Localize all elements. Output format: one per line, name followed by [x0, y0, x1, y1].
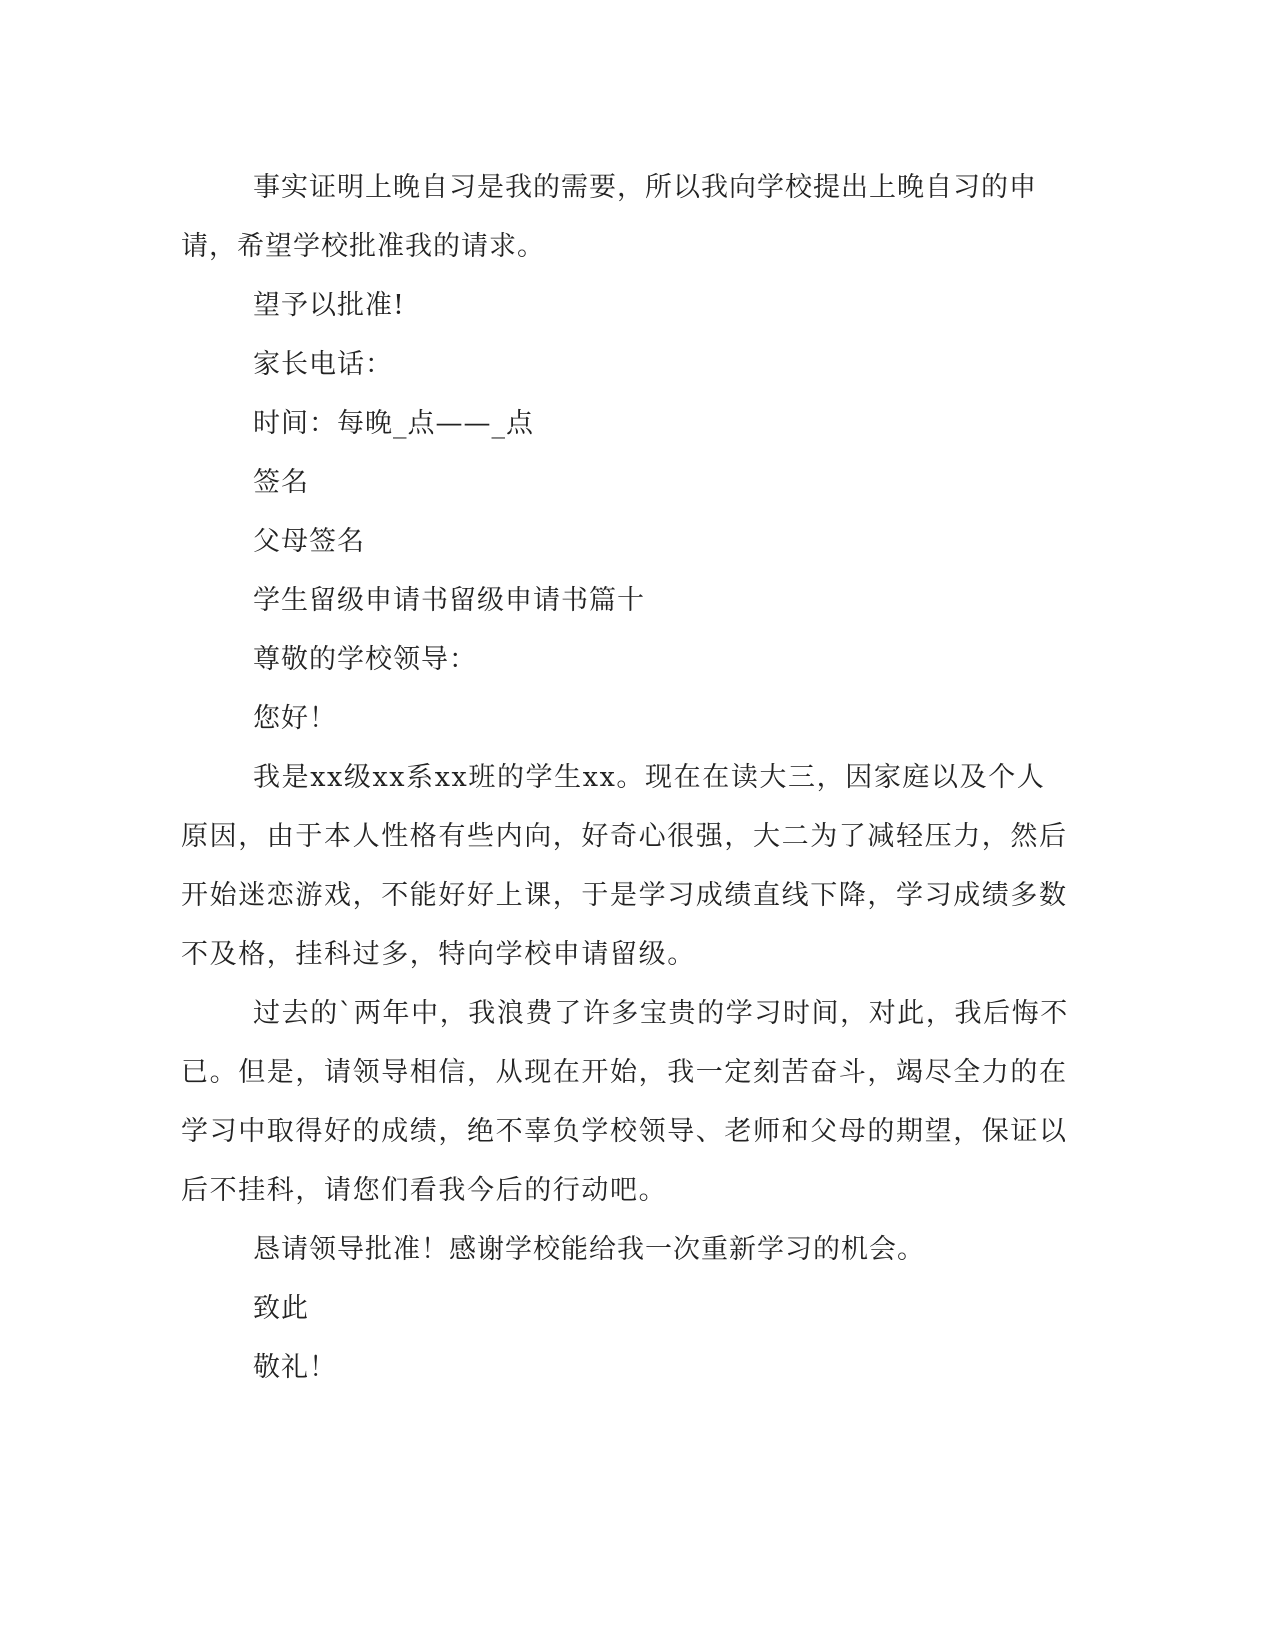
time-line: 时间：每晚_点——_点: [253, 408, 534, 439]
document-body: [181, 158, 1071, 1397]
paragraph-background: 我是xx级xx系xx班的学生xx。现在在读大三，因家庭以及个人原因，由于本人性格有些内向，好奇心很强，大二为了减轻压力，然后开始迷恋游戏，不能好好上课，于是学习成绩直线下降，学习成绩多数不及格，挂科过多，特向学校申请留级。: [181, 762, 1068, 970]
paragraph-commitment: 过去的`两年中，我浪费了许多宝贵的学习时间，对此，我后悔不已。但是，请领导相信，从现在开始，我一定刻苦奋斗，竭尽全力的在学习中取得好的成绩，绝不辜负学校领导、老师和父母的期望，保证以后不挂科，请您们看我今后的行动吧。: [181, 998, 1069, 1206]
closing-line: 致此: [253, 1293, 309, 1324]
parent-signature-line: 父母签名: [253, 526, 365, 557]
paragraph-request-approval: 恳请领导批准！感谢学校能给我一次重新学习的机会。: [253, 1234, 925, 1265]
paragraph-request-reason: 事实证明上晚自习是我的需要，所以我向学校提出上晚自习的申请，希望学校批准我的请求。: [181, 172, 1037, 262]
signature-line: 签名: [253, 467, 309, 498]
paragraph-approval-wish: 望予以批准!: [253, 290, 405, 321]
greeting: 您好！: [253, 703, 337, 734]
parent-phone-line: 家长电话：: [253, 349, 393, 380]
salutation: 尊敬的学校领导：: [253, 644, 477, 675]
regards-line: 敬礼！: [253, 1352, 337, 1383]
section-title: 学生留级申请书留级申请书篇十: [253, 585, 645, 616]
